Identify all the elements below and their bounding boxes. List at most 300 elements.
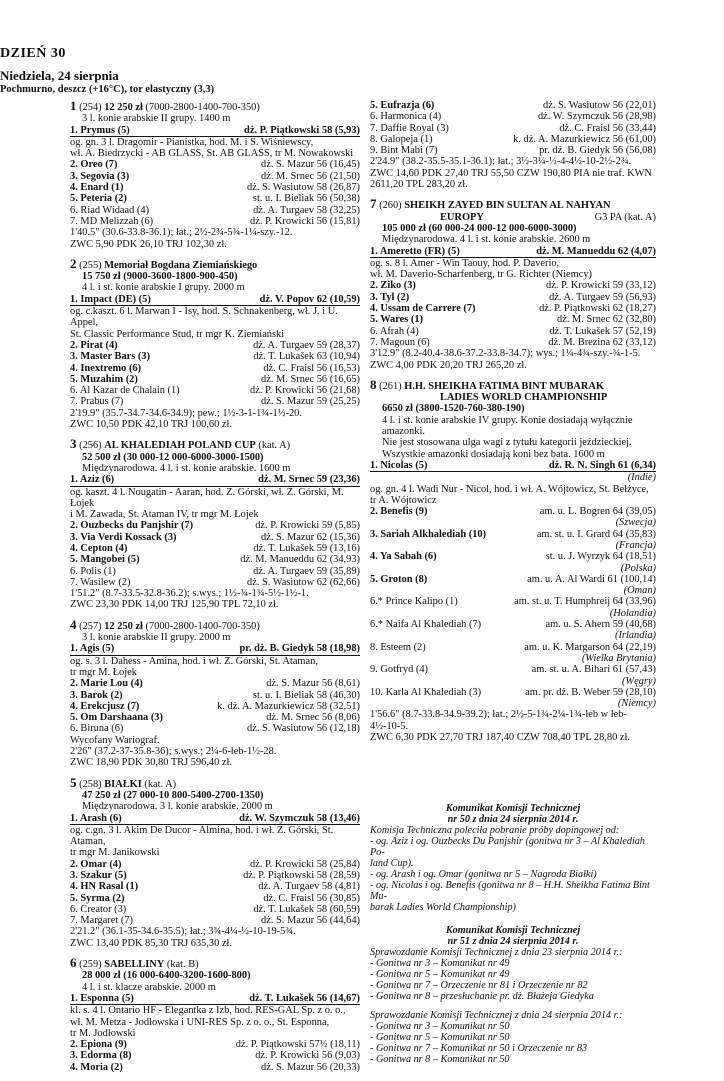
horse-name: 5. Muzahim (2)	[70, 373, 138, 385]
horse-name: 2. Epiona (9)	[70, 1039, 127, 1051]
race-summary: ZWC 14,60 PDK 27,40 TRJ 55,50 CZW 190,80 PIA nie traf. KWN	[370, 167, 652, 179]
race-entry	[70, 774, 360, 949]
horse-name: 4. Erekcjusz (7)	[70, 700, 140, 712]
race-number: 7	[370, 196, 377, 212]
result-row	[70, 712, 360, 723]
result-note: kl. s. 4 l. Ontario HF - Elegantka z Izb, hod. RES-GAL Sp. z o. o.,	[70, 1005, 346, 1017]
race-prize: 12 250 zł	[104, 620, 143, 632]
jockey: dż. P. Krowicki 59 (33,12)	[546, 280, 656, 292]
result-row	[70, 182, 360, 193]
komunikat-line: - Gonitwa nr 8 – przesłuchanie pr. dż. Błażeja Giedyka	[370, 991, 594, 1003]
jockey: dż. C. Fraisl 56 (33,44)	[559, 122, 656, 134]
race-summary: 2'21.2" (36.1-35-34.6-35.5); łat.; 3¾-4¼-½-10-19-5¾.	[70, 926, 296, 938]
race-prize: 12 250 zł	[104, 102, 143, 113]
horse-name: 5. Wares (1)	[370, 314, 424, 326]
race-summary: ZWC 13,40 PDK 85,30 TRJ 635,30 zł.	[70, 937, 233, 949]
result-note: og. s. 3 l. Dahess - Amina, hod. i wł. Z. Górski, St. Ataman,	[70, 655, 318, 667]
komunikat-line: - Gonitwa nr 7 – Komunikat nr 50 i Orzeczenie nr 83	[370, 1043, 588, 1055]
horse-name: 3. Tyl (2)	[370, 291, 410, 303]
jockey: dż. P. Krowicki 56 (9,03)	[255, 1050, 360, 1062]
result-row	[370, 145, 656, 156]
race-conditions: 4 l. i st. klacze arabskie. 2000 m	[82, 981, 216, 993]
result-row	[70, 171, 360, 182]
horse-name: 5. Om Darshaana (3)	[70, 712, 163, 724]
race-id: (261)	[379, 380, 402, 392]
race-name-line2	[370, 212, 656, 223]
race-number: 2	[70, 255, 77, 271]
result-row	[370, 134, 656, 145]
page-title: DZIEŃ 30	[0, 46, 66, 61]
race-title	[70, 957, 360, 970]
jockey: dż. P. Krowicki 59 (5,85)	[255, 520, 360, 532]
result-row	[370, 303, 656, 314]
horse-name: 6. Biruna (6)	[70, 723, 124, 735]
komunikat	[370, 803, 656, 913]
race-conditions: Międzynarodowa. 3 l. konie arabskie. 2000 m	[82, 801, 273, 813]
race-entry	[370, 198, 656, 370]
jockey: dż. S. Wasiutow 58 (26,87)	[247, 182, 360, 194]
jockey: dż. S. Mazur 56 (8,61)	[266, 678, 360, 690]
result-row	[70, 915, 360, 926]
result-row	[370, 529, 656, 540]
result-row	[70, 396, 360, 407]
race-name: H.H. SHEIKHA FATIMA BINT MUBARAK	[404, 380, 604, 392]
komunikat-line: - Gonitwa nr 5 – Komunikat nr 50	[370, 1032, 510, 1044]
horse-name: 4. Ussam de Carrere (7)	[370, 303, 476, 315]
result-row	[70, 881, 360, 892]
jockey: st. u. I. Bieliak 58 (46,30)	[252, 689, 360, 701]
race-name: SHEIKH ZAYED BIN SULTAN AL NAHYAN	[404, 200, 611, 212]
result-note: og. gn. 4 l. Wadi Nur - Nicol, hod. i wł. A. Wójtowicz, St. Bełżyce,	[370, 483, 649, 495]
result-row	[370, 642, 656, 653]
result-row	[370, 664, 656, 675]
jockey: am. pr. dż. B. Weber 59 (28,10)	[525, 686, 656, 698]
result-row	[70, 216, 360, 227]
result-row	[70, 566, 360, 577]
jockey: am. u. A. Al Wardi 61 (100,14)	[527, 573, 656, 585]
race-name-cont: EUROPY	[440, 211, 484, 223]
result-row	[70, 870, 360, 881]
race-name: BIAŁKI	[104, 778, 142, 790]
horse-name: 6. Creator (3)	[70, 903, 127, 915]
result-row	[370, 111, 656, 122]
jockey: dż. C. Fraisl 56 (30,85)	[263, 892, 360, 904]
result-row	[70, 813, 360, 825]
horse-name: 7. Wasilew (2)	[70, 576, 131, 588]
result-row	[370, 337, 656, 348]
jockey: dż. T. Lukašek 63 (10,94)	[253, 351, 360, 363]
race-summary: ZWC 5,90 PDK 26,10 TRJ 102,30 zł.	[70, 238, 227, 250]
result-row	[370, 280, 656, 291]
race-summary: ZWC 4,00 PDK 20,20 TRJ 265,20 zł.	[370, 359, 527, 371]
komunikat-line: - og. Arash i og. Omar (gonitwa nr 5 – Nagroda Białki)	[370, 869, 597, 881]
horse-name: 2. Ouzbecks du Panjshir (7)	[70, 520, 194, 532]
result-note: og. c.kaszt. 6 l. Marwan I - Isy, hod. S. Schnakenberg, wł. J. i U. Appel,	[70, 306, 338, 329]
horse-name: 6. Polis (1)	[70, 565, 116, 577]
komunikat-line: Sprawozdanie Komisji Technicznej z dnia 24 sierpnia 2014 r.:	[370, 1010, 623, 1022]
jockey: dż. A. Turgaev 59 (28,37)	[253, 339, 360, 351]
horse-name: 9. Bint Mabi (7)	[370, 145, 438, 157]
horse-name: 2. Marie Lou (4)	[70, 678, 143, 690]
jockey: k. dż. A. Mazurkiewicz 58 (32,51)	[217, 700, 360, 712]
result-row	[370, 123, 656, 134]
horse-name: 4. Ya Sabah (6)	[370, 551, 437, 563]
result-row	[70, 859, 360, 870]
jockey: dż. P. Krowicki 56 (15,81)	[250, 215, 360, 227]
result-row	[70, 532, 360, 543]
jockey: st. u. I. Bieliak 56 (50,38)	[252, 193, 360, 205]
jockey: dż. S. Wasiutow 56 (22,01)	[543, 100, 656, 111]
jockey: am. u. K. Margarson 64 (22,19)	[524, 641, 656, 653]
jockey: dż. S. Mazur 59 (25,25)	[261, 396, 360, 408]
race-entry	[70, 438, 360, 610]
race-category: (kat. A)	[144, 778, 177, 790]
jockey: dż. W. Szymczuk 56 (28,98)	[537, 111, 656, 123]
race-conditions: 3 l. konie arabskie II grupy. 2000 m	[82, 632, 231, 644]
result-row	[70, 690, 360, 701]
horse-name: 1. Prymus (5)	[70, 124, 130, 136]
result-note: wł. M. Metza - Jodłowska i UNI-RES Sp. z o. o., St. Esponna,	[70, 1016, 330, 1028]
horse-name: 4. Moria (2)	[70, 1061, 123, 1073]
horse-name: 7. Prabus (7)	[70, 396, 124, 408]
komunikat-number: nr 51 z dnia 24 sierpnia 2014 r.	[447, 936, 579, 948]
horse-name: 1. Ameretto (FR) (5)	[370, 245, 460, 257]
result-row	[370, 596, 656, 607]
result-note: og. c.gn. 3 l. Akim De Ducor - Almina, hod. i wł. Z. Górski, St. Ataman,	[70, 824, 334, 848]
race-summary: ZWC 10,50 PDK 42,10 TRJ 100,60 zł.	[70, 419, 233, 431]
horse-name: 2. Ziko (3)	[370, 280, 416, 292]
jockey: dż. S. Wasiutow 62 (62,66)	[247, 576, 360, 588]
jockey-country: (Węgry)	[621, 675, 656, 687]
result-row	[70, 125, 360, 137]
jockey: dż. C. Fraisl 56 (16,53)	[263, 362, 360, 374]
result-row	[70, 340, 360, 351]
result-note: wł. A. Biedrzycki - AB GLASS, St. AB GLASS, tr M. Nowakowski	[70, 148, 354, 160]
result-row	[370, 506, 656, 517]
horse-name: 1. Arash (6)	[70, 812, 122, 824]
horse-name: 2. Benefis (9)	[370, 506, 428, 518]
race-name: AL KHALEDIAH POLAND CUP	[104, 440, 256, 452]
komunikat-line: - Gonitwa nr 5 – Komunikat nr 49	[370, 969, 510, 981]
race-summary: 1'51.2" (8.7-33.5-32.8-36.2); s.wys.; 1½-¾-1¾-5½-1½-1.	[70, 588, 309, 600]
race-id: (256)	[79, 440, 102, 452]
race-entry	[70, 100, 360, 250]
race-category: (kat. A)	[258, 440, 291, 452]
horse-name: 1. Impact (DE) (5)	[70, 293, 151, 305]
result-note: tr mgr M. Janikowski	[70, 847, 160, 859]
result-row	[70, 474, 360, 486]
horse-name: 2. Omar (4)	[70, 858, 122, 870]
horse-name: 2. Oreo (7)	[70, 159, 118, 171]
komunikat-title: Komunikat Komisji Technicznej	[445, 803, 581, 815]
result-row	[70, 993, 360, 1005]
race-conditions: Międzynarodowa. 4 l. i st. konie arabskie. 2600 m	[382, 234, 591, 246]
result-row	[370, 246, 656, 258]
komunikat-gap	[370, 1002, 656, 1010]
komunikat	[370, 925, 656, 1065]
result-row	[70, 520, 360, 531]
horse-name: 1. Agis (5)	[70, 643, 115, 655]
komunikat-line: Komisja Techniczna poleciła pobranie próby dopingowej od:	[370, 825, 620, 837]
horse-name: 6.* Naifa Al Khalediah (7)	[370, 619, 482, 631]
komunikat-line: - og. Nicolas i og. Benefis (gonitwa nr 8 – H.H. Sheikha Fatima Bint Mu-	[370, 880, 650, 903]
result-row	[370, 574, 656, 585]
horse-name: 4. HN Rasal (1)	[70, 881, 139, 893]
jockey: dż. P. Piątkowski 58 (28,59)	[243, 870, 360, 881]
jockey: dż. P. Krowicki 56 (21,68)	[250, 385, 360, 397]
result-row	[70, 1050, 360, 1061]
horse-name: 5. Eufrazja (6)	[370, 100, 435, 111]
jockey: dż. S. Wasiutow 56 (12,18)	[247, 723, 360, 735]
jockey: dż. M. Srnec 62 (32,80)	[557, 314, 656, 326]
jockey: am. st. u. I. Grard 64 (35,83)	[536, 528, 656, 540]
result-row	[70, 893, 360, 904]
race-conditions: Międzynarodowa. 4 l. i st. konie arabskie. 1600 m	[82, 462, 291, 474]
race-number: 8	[370, 376, 377, 392]
horse-name: 3. Master Bars (3)	[70, 351, 151, 363]
jockey: dż. T. Lukašek 57 (52,19)	[549, 325, 656, 337]
result-row	[70, 193, 360, 204]
race-summary: ZWC 6,30 PDK 27,70 TRJ 187,40 CZW 708,40 TPL 28,80 zł.	[370, 732, 630, 744]
horse-name: 1. Aziz (6)	[70, 474, 115, 486]
race-split: (7000-2800-1400-700-350)	[145, 620, 260, 632]
race-conditions: Wszystkie amazonki dosiadają koni bez bata. 1600 m	[382, 448, 605, 460]
race-name-line2	[370, 392, 656, 403]
jockey: dż. V. Popov 62 (10,59)	[259, 293, 360, 305]
race-title	[370, 198, 656, 211]
result-row	[70, 1039, 360, 1050]
race-summary: 2'24.9" (38.2-35.5-35.1-36.1); łat.; 3½-3¼-½-4-4½-10-2½-2¾.	[370, 156, 632, 168]
race-conditions: 52 500 zł (30 000-12 000-6000-3000-1500)	[82, 451, 264, 463]
jockey-country: (Francja)	[615, 539, 656, 551]
jockey: dż. A. Turgaev 58 (32,25)	[253, 204, 360, 216]
date-heading: Niedziela, 24 sierpnia	[0, 68, 119, 83]
result-row	[370, 551, 656, 562]
result-note: Wycofany Wariograf.	[70, 734, 160, 746]
race-entry	[70, 616, 360, 769]
jockey: dż. S. Mazur 56 (16,45)	[261, 159, 360, 171]
jockey: dż. A. Turgaev 58 (4,81)	[258, 881, 360, 893]
race-number: 3	[70, 436, 77, 452]
komunikat-line: - Gonitwa nr 3 – Komunikat nr 50	[370, 1021, 510, 1033]
jockey: pr. dż. B. Giedyk 58 (18,98)	[239, 643, 360, 655]
race-summary: 1'56.6" (8.7-33.8-34.9-39.2); łat.; 2½-5-1¾-2¼-1¾-łeb w łeb-4½-10-5.	[370, 709, 627, 732]
jockey-country: (Holandia)	[609, 607, 656, 619]
race-split: (7000-2800-1400-700-350)	[145, 102, 260, 113]
horse-name: 8. Esteem (2)	[370, 641, 426, 653]
jockey-country: (Indie)	[627, 472, 656, 484]
horse-name: 3. Via Verdi Kossack (3)	[70, 531, 177, 543]
jockey: dż. A. Turgaev 59 (35,89)	[253, 565, 360, 577]
jockey: am. u. S. Ahern 59 (40,68)	[545, 619, 656, 631]
jockey: dż. S. Mazur 62 (15,36)	[261, 531, 360, 543]
race-conditions: 47 250 zł (27 000-10 800-5400-2700-1350)	[82, 789, 264, 801]
horse-name: 7. Magoun (6)	[370, 336, 430, 348]
jockey: dż. T. Lukašek 56 (14,67)	[249, 992, 360, 1004]
horse-name: 2. Pirat (4)	[70, 339, 118, 351]
result-row	[70, 904, 360, 915]
jockey: am. u. L. Bogren 64 (39,05)	[539, 506, 656, 518]
jockey: dż. M. Manueddu 62 (34,93)	[240, 554, 360, 566]
race-number: 5	[70, 774, 77, 790]
weather-line: Pochmurno, deszcz (+16°C), tor elastyczny (3,3)	[0, 84, 215, 95]
race-conditions: 3 l. konie arabskie II grupy. 1400 m	[82, 113, 231, 125]
race-title	[70, 774, 360, 790]
race-id: (257)	[79, 620, 102, 632]
result-row	[370, 314, 656, 325]
komunikat-number: nr 50 z dnia 24 sierpnia 2014 r.	[447, 814, 579, 826]
horse-name: 1. Esponna (5)	[70, 992, 134, 1004]
result-row	[70, 374, 360, 385]
horse-name: 5. Mangobei (5)	[70, 554, 140, 566]
horse-name: 3. Szakur (5)	[70, 870, 127, 881]
jockey: dż. M. Srnec 59 (23,36)	[258, 474, 360, 486]
race-name: SABELLINY	[104, 959, 165, 971]
race-summary: 2'19.9" (35.7-34.7-34.6-34.9); pew.; 1½-3-1-1¾-1½-20.	[70, 407, 302, 419]
race-conditions: 4 l. i st. konie arabskie I grupy. 2000 m	[82, 282, 245, 294]
race-conditions: 4 l. i st. konie arabskie IV grupy. Konie dosiadają wyłącznie amazonki.	[382, 414, 633, 438]
jockey: dż. M. Srnec 56 (16,65)	[261, 373, 360, 385]
jockey: dż. P. Piątkowski 58 (5,93)	[244, 124, 360, 136]
result-row	[370, 100, 656, 111]
komunikat-line: barak Ladies World Championship)	[370, 902, 516, 914]
result-row	[70, 701, 360, 712]
result-row	[370, 687, 656, 698]
result-note: wł. M. Daverio-Scharfenberg, tr G. Richter (Niemcy)	[370, 269, 592, 281]
result-row	[70, 577, 360, 588]
horse-name: 3. Edorma (8)	[70, 1050, 132, 1062]
race-name-cont: LADIES WORLD CHAMPIONSHIP	[440, 392, 608, 404]
horse-name: 4. Inextremo (6)	[70, 362, 142, 374]
result-row	[370, 292, 656, 303]
result-row	[70, 554, 360, 565]
jockey: dż. R. N. Singh 61 (6,34)	[548, 459, 656, 471]
result-row	[70, 643, 360, 655]
horse-name: 6. Al Kazar de Chalain (1)	[70, 385, 180, 397]
race-category: G3 PA (kat. A)	[594, 211, 656, 223]
race-summary: 1'40.5" (30.6-33.8-36.1); łat.; 2½-2¾-5¾-1¼-szy.-12.	[70, 227, 293, 239]
komunikat-line: - Gonitwa nr 3 – Komunikat nr 49	[370, 958, 510, 970]
horse-name: 6.* Prince Kalipo (1)	[370, 596, 458, 608]
left-column	[70, 100, 360, 1081]
horse-name: 7. Margaret (7)	[70, 915, 133, 927]
result-note: St. Classic Performance Stud, tr mgr K. Ziemiański	[70, 328, 285, 340]
horse-name: 5. Syrma (2)	[70, 892, 125, 904]
jockey: dż. W. Szymczuk 58 (13,46)	[239, 812, 360, 824]
race-number: 1	[70, 98, 77, 113]
race-conditions: 6650 zł (3800-1520-760-380-190)	[382, 403, 525, 415]
race-entry	[70, 255, 360, 431]
jockey: dż. T. Lukašek 58 (60,59)	[253, 903, 360, 915]
jockey-country: (Wielka Brytania)	[581, 652, 656, 664]
jockey: dż. M. Manueddu 62 (4,07)	[536, 245, 656, 257]
horse-name: 1. Nicolas (5)	[370, 459, 428, 471]
race-id: (260)	[379, 200, 402, 212]
horse-name: 6. Afrah (4)	[370, 325, 419, 337]
race-title	[70, 438, 360, 451]
race-conditions: 15 750 zł (9000-3600-1800-900-450)	[82, 271, 238, 283]
race-continued	[370, 100, 656, 190]
jockey-country: (Irlandia)	[615, 630, 656, 642]
race-conditions: 105 000 zł (60 000-24 000-12 000-6000-3000)	[382, 222, 577, 234]
jockey: dż. P. Krowicki 58 (25,84)	[250, 858, 360, 870]
jockey-country: (Niemcy)	[617, 698, 656, 710]
komunikat-line: Sprawozdanie Komisji Technicznej z dnia 23 sierpnia 2014 r.:	[370, 947, 623, 959]
result-row	[370, 326, 656, 337]
horse-name: 10. Karla Al Khalediah (3)	[370, 686, 482, 698]
race-id: (254)	[79, 102, 102, 113]
result-row	[70, 543, 360, 554]
race-category: (kat. B)	[166, 959, 199, 971]
result-row	[70, 294, 360, 306]
race-title	[370, 376, 656, 392]
jockey: dż. M. Brezina 62 (33,12)	[548, 336, 656, 348]
result-note: og. s. 8 l. Amer - Win Taouy, hod. P. Daverio,	[370, 257, 560, 269]
jockey: dż. A. Turgaev 59 (56,93)	[549, 291, 656, 303]
race-number: 4	[70, 616, 77, 632]
jockey: dż. M. Srnec 56 (8,06)	[266, 712, 360, 724]
result-row	[370, 460, 656, 472]
result-note: tr mgr M. Łojek	[70, 666, 137, 678]
komunikat-line: land Cup).	[370, 858, 414, 870]
jockey: dż. P. Piątkowski 57½ (18,11)	[235, 1039, 360, 1051]
jockey: dż. S. Mazur 56 (20,33)	[261, 1061, 360, 1073]
jockey: am. st. u. A. Bihari 61 (57,43)	[531, 664, 656, 676]
result-row	[370, 619, 656, 630]
horse-name: 6. Harmonica (4)	[370, 111, 442, 123]
jockey: dż. M. Srnec 56 (21,50)	[261, 170, 360, 182]
result-note: og. kaszt. 4 l. Nougatin - Aaran, hod. Z. Górski, wł. Z. Górski, M. Łojek	[70, 486, 344, 509]
result-note: og. gn. 3 l. Dragomir - Pianistka, hod. M. i S. Wiśniewscy,	[70, 136, 314, 148]
horse-name: 8. Galopeja (1)	[370, 133, 433, 145]
horse-name: 6. Riad Widaad (4)	[70, 204, 150, 216]
jockey: k. dż. A. Mazurkiewicz 56 (61,00)	[513, 133, 656, 145]
race-id: (258)	[79, 778, 102, 790]
result-row	[70, 385, 360, 396]
race-id: (255)	[79, 259, 102, 271]
jockey-country: (Oman)	[623, 585, 656, 597]
horse-name: 3. Barok (2)	[70, 689, 123, 701]
result-row	[70, 678, 360, 689]
race-entry	[370, 376, 656, 744]
result-row	[70, 363, 360, 374]
horse-name: 4. Cepton (4)	[70, 542, 128, 554]
result-note: i M. Zawada, St. Ataman IV, tr mgr M. Łojek	[70, 509, 259, 521]
right-column	[370, 100, 656, 1065]
race-number: 6	[70, 955, 77, 971]
race-title	[70, 616, 360, 632]
race-name: Memoriał Bogdana Ziemiańskiego	[104, 259, 258, 271]
horse-name: 9. Gotfryd (4)	[370, 664, 429, 676]
result-row	[70, 723, 360, 734]
jockey-country: (Polska)	[620, 562, 656, 574]
jockey-country: (Szwecja)	[615, 517, 656, 529]
race-summary: ZWC 23,30 PDK 14,00 TRJ 125,90 TPL 72,10 zł.	[70, 599, 279, 611]
komunikat-line: - Gonitwa nr 7 – Orzeczenie nr 81 i Orzeczenie nr 82	[370, 980, 588, 992]
result-note: tr M. Jodłowski	[70, 1027, 136, 1039]
result-row	[70, 205, 360, 216]
race-conditions: Nie jest stosowana ulga wagi z tytułu kategorii jeździeckiej.	[382, 437, 632, 449]
race-summary: 3'12.9" (8.2-40.4-38.6-37.2-33.8-34.7); wys.; 1¼-4¾-szy.-¾-1-5.	[370, 348, 641, 360]
horse-name: 7. Daffie Royal (3)	[370, 122, 449, 134]
result-row	[70, 351, 360, 362]
jockey: pr. dż. B. Giedyk 56 (56,08)	[539, 145, 656, 157]
race-title	[70, 100, 360, 113]
horse-name: 7. MD Melizzah (6)	[70, 215, 154, 227]
race-entry	[70, 957, 360, 1073]
race-id: (259)	[79, 959, 102, 971]
race-summary: 2611,20 TPL 283,20 zł.	[370, 179, 468, 191]
